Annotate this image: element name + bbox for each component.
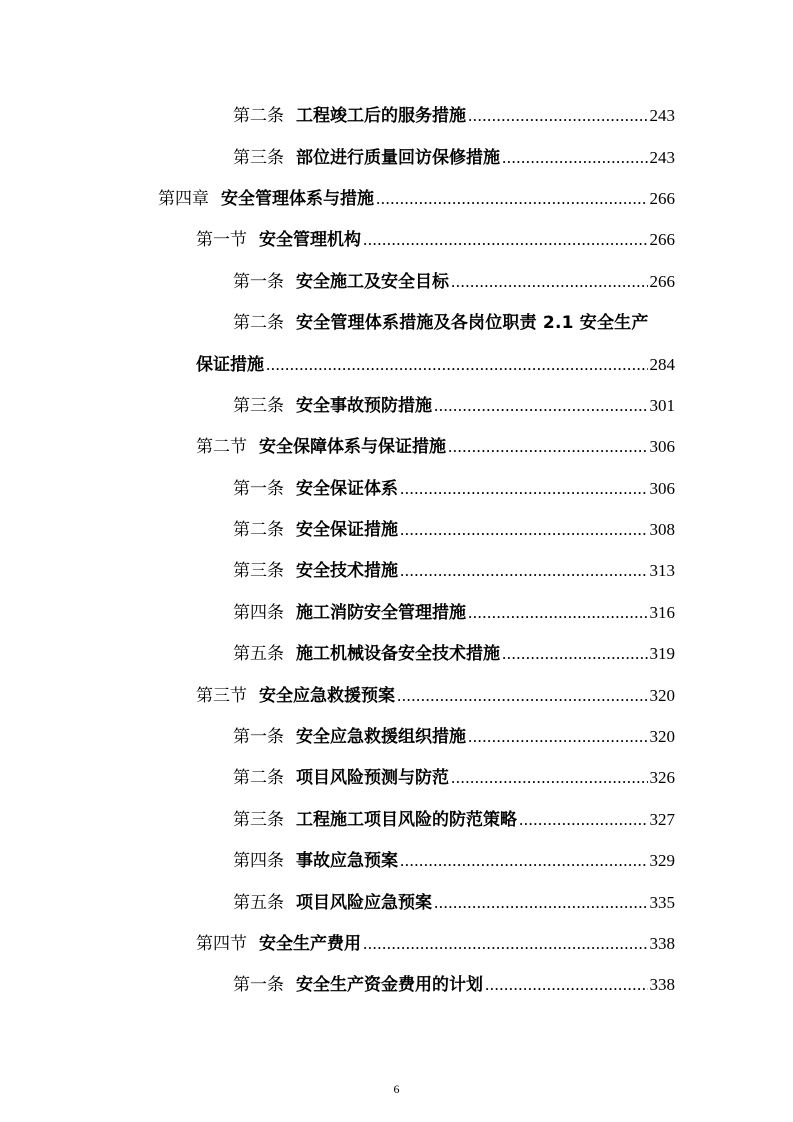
toc-entry[interactable] [0,217,793,258]
toc-dot-leader [400,851,648,871]
toc-page-number: 319 [649,644,675,664]
toc-entry-number: 第二条 [233,313,284,334]
toc-entry-title: 安全应急救援预案 [259,685,395,706]
toc-entry[interactable] [0,590,793,631]
toc-entry[interactable] [0,838,793,879]
toc-entry-content [196,225,675,250]
toc-entry-number: 第一条 [233,478,284,499]
toc-dot-leader [434,396,648,416]
toc-dot-leader [400,520,648,540]
toc-entry-number: 第四节 [196,934,247,954]
toc-page-number: 326 [649,768,675,788]
toc-entry-number: 第三节 [196,685,247,706]
toc-entry-content [233,805,675,830]
toc-entry-number: 第三条 [233,395,284,416]
toc-entry[interactable] [0,879,793,920]
toc-page-number: 284 [649,354,675,374]
toc-entry-title: 工程施工项目风险的防范策略 [296,809,517,830]
toc-entry-number: 第五条 [233,644,284,665]
toc-entry-number: 第四条 [233,851,284,872]
toc-entry[interactable] [0,548,793,589]
toc-entry-title: 施工机械设备安全技术措施 [296,644,500,665]
toc-entry[interactable] [0,341,793,382]
toc-entry-number: 第四章 [158,188,209,209]
toc-entry[interactable] [0,176,793,217]
toc-entry-title: 安全保障体系与保证措施 [259,437,446,458]
toc-page-number: 320 [649,727,675,747]
toc-entry[interactable] [0,797,793,838]
toc-entry[interactable] [0,714,793,755]
toc-page-number: 308 [649,520,675,540]
toc-entry[interactable] [0,631,793,672]
toc-dot-leader [485,975,648,995]
toc-entry[interactable] [0,424,793,465]
toc-entry[interactable] [0,383,793,424]
toc-entry-content [233,888,675,913]
toc-dot-leader [451,768,648,788]
toc-dot-leader [468,727,648,747]
toc-entry[interactable] [0,93,793,134]
toc-entry-number: 第一节 [196,230,247,251]
toc-dot-leader [363,230,648,250]
toc-entry-title: 施工消防安全管理措施 [296,602,466,623]
toc-page-number: 266 [649,230,675,250]
toc-page-number: 338 [649,934,675,953]
toc-entry-title: 安全施工及安全目标 [296,271,449,292]
table-of-contents [0,93,793,1004]
toc-entry[interactable] [0,755,793,796]
toc-entry-title: 安全保证体系 [296,478,398,499]
toc-entry[interactable] [0,134,793,175]
toc-entry[interactable] [0,921,793,962]
toc-dot-leader [400,479,648,499]
toc-entry-number: 第一条 [233,975,284,996]
toc-entry-content [233,722,675,747]
toc-page-number: 320 [649,685,675,705]
toc-entry-number: 第三条 [233,147,284,168]
toc-page-number: 266 [649,271,675,291]
toc-entry-title: 安全应急救援组织措施 [296,727,466,748]
toc-entry-content [233,846,675,871]
toc-dot-leader [363,934,648,954]
toc-entry-number: 第三条 [233,561,284,582]
toc-page-number: 338 [649,975,675,995]
toc-page-number: 313 [649,561,675,581]
toc-page-number: 335 [649,892,675,912]
toc-dot-leader [468,603,648,623]
toc-entry-content [233,598,675,623]
toc-entry-number: 第二条 [233,520,284,541]
toc-entry-title: 项目风险预测与防范 [296,768,449,789]
toc-entry-title: 工程竣工后的服务措施 [296,106,466,127]
toc-entry-content [233,763,675,788]
toc-page-number: 329 [649,851,675,871]
toc-page-number: 243 [649,147,675,167]
toc-page-number: 306 [649,437,675,457]
toc-entry-title: 安全管理体系措施及各岗位职责 2.1 安全生产 [296,313,649,334]
toc-entry[interactable] [0,672,793,713]
toc-entry-title: 安全生产资金费用的计划 [296,975,483,996]
toc-entry-content [233,474,675,499]
toc-dot-leader [502,148,648,168]
toc-dot-leader [502,644,648,664]
toc-entry-content [233,970,675,995]
toc-entry-title: 安全管理体系与措施 [221,188,374,209]
toc-entry-number: 第二条 [233,106,284,127]
page-number: 6 [393,1082,400,1096]
toc-entry-title: 保证措施 [196,354,264,375]
toc-dot-leader [451,272,648,292]
toc-entry-content [233,556,675,581]
toc-dot-leader [376,189,648,209]
toc-entry[interactable] [0,507,793,548]
toc-entry-title: 安全事故预防措施 [296,395,432,416]
toc-page-number: 301 [649,395,675,415]
toc-entry-content [233,143,675,168]
toc-entry-content [196,929,675,954]
toc-dot-leader [468,106,648,126]
toc-entry-content [233,101,675,126]
toc-page-number: 243 [649,106,675,126]
toc-entry-number: 第一条 [233,727,284,748]
toc-entry-title: 安全管理机构 [259,230,361,251]
toc-entry-title: 安全技术措施 [296,561,398,582]
toc-dot-leader [434,893,648,913]
toc-entry[interactable] [0,466,793,507]
toc-entry-title: 事故应急预案 [296,851,398,872]
toc-dot-leader [519,810,648,830]
toc-entry-content [233,515,675,540]
toc-page-number: 266 [649,188,675,208]
toc-page-number: 306 [649,478,675,498]
toc-page-number: 316 [649,602,675,622]
toc-entry[interactable] [0,259,793,300]
toc-dot-leader [448,437,648,457]
toc-entry-number: 第三条 [233,809,284,830]
toc-entry-number: 第五条 [233,892,284,913]
toc-entry-content [233,308,675,333]
toc-entry[interactable] [0,300,793,341]
toc-entry-number: 第四条 [233,602,284,623]
toc-entry[interactable] [0,962,793,1003]
toc-dot-leader [400,561,648,581]
toc-dot-leader [266,355,648,375]
toc-entry-number: 第一条 [233,271,284,292]
toc-entry-content [196,681,675,706]
toc-entry-content [233,267,675,292]
toc-entry-number: 第二条 [233,768,284,789]
toc-entry-title: 安全生产费用 [259,934,361,954]
toc-entry-content [196,432,675,457]
toc-entry-content [196,350,675,375]
toc-entry-number: 第二节 [196,437,247,458]
toc-dot-leader [397,686,648,706]
toc-entry-content [233,391,675,416]
toc-entry-content [158,184,675,209]
toc-entry-title: 部位进行质量回访保修措施 [296,147,500,168]
toc-entry-content [233,639,675,664]
toc-entry-title: 安全保证措施 [296,520,398,541]
toc-entry-title: 项目风险应急预案 [296,892,432,913]
toc-page-number: 327 [649,809,675,829]
